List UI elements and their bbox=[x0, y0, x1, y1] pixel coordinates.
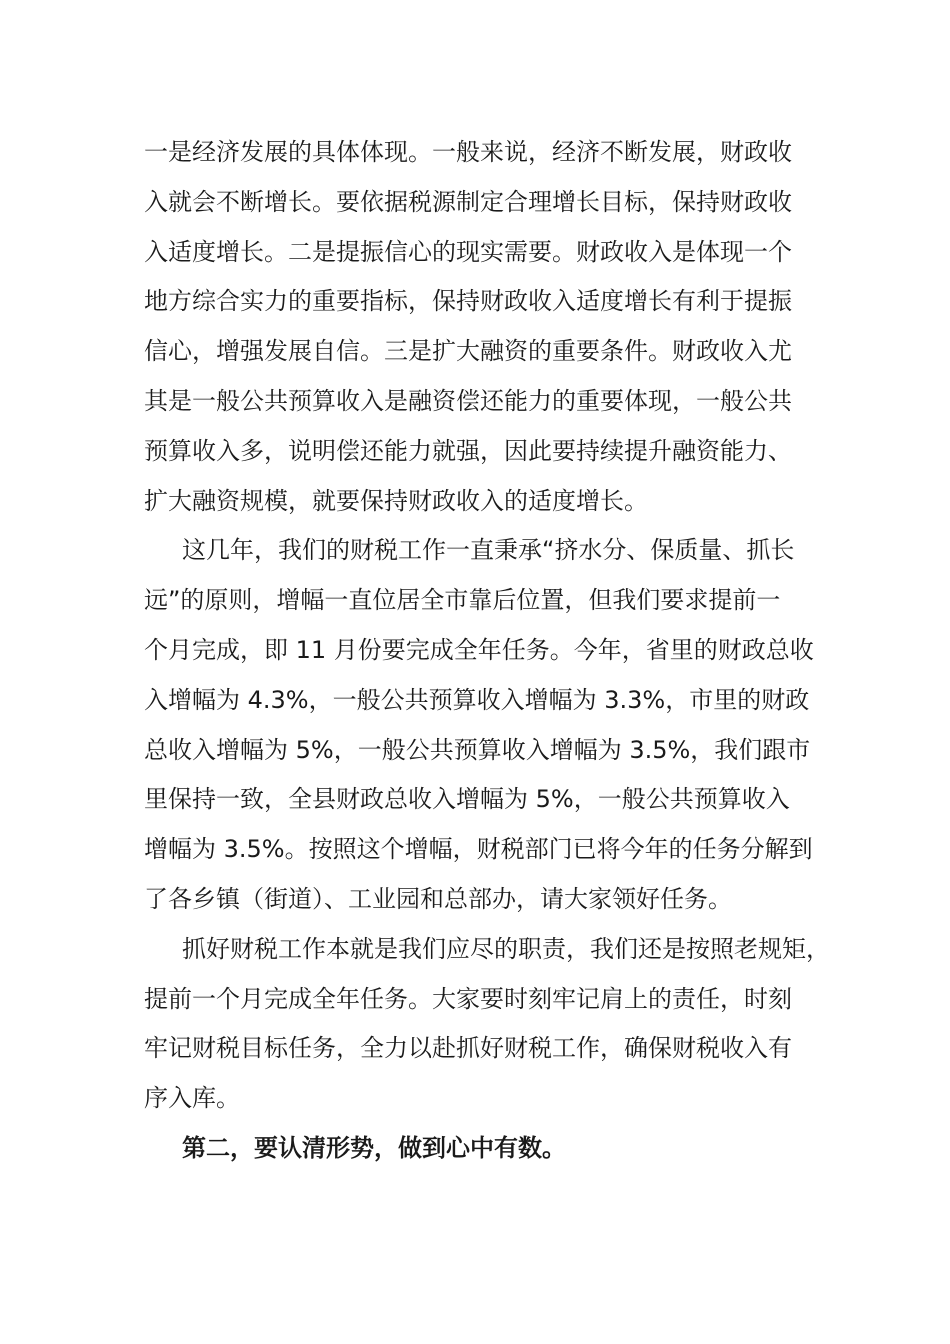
paragraph-line: 这几年，我们的财税工作一直秉承“挤水分、保质量、抓长 bbox=[182, 536, 795, 565]
paragraph-line: 入适度增长。二是提振信心的现实需要。财政收入是体现一个 bbox=[144, 237, 792, 266]
section-heading-block bbox=[144, 1124, 824, 1174]
paragraph-line: 增幅为 3.5%。按照这个增幅，财税部门已将今年的任务分解到 bbox=[144, 835, 813, 864]
paragraph-3 bbox=[144, 925, 830, 1124]
paragraph-2 bbox=[144, 526, 824, 924]
paragraph-line: 牢记财税目标任务，全力以赴抓好财税工作，确保财税收入有 bbox=[144, 1034, 792, 1063]
paragraph-1 bbox=[144, 128, 824, 526]
paragraph-line: 入就会不断增长。要依据税源制定合理增长目标，保持财政收 bbox=[144, 187, 792, 216]
paragraph-line: 地方综合实力的重要指标，保持财政收入适度增长有利于提振 bbox=[144, 287, 792, 316]
paragraph-line: 入增幅为 4.3%，一般公共预算收入增幅为 3.3%，市里的财政 bbox=[144, 685, 810, 714]
paragraph-line: 扩大融资规模，就要保持财政收入的适度增长。 bbox=[144, 486, 648, 515]
section-heading: 第二，要认清形势，做到心中有数。 bbox=[182, 1133, 566, 1162]
paragraph-line: 一是经济发展的具体体现。一般来说，经济不断发展，财政收 bbox=[144, 138, 792, 166]
document-body bbox=[144, 128, 830, 1174]
paragraph-line: 预算收入多，说明偿还能力就强，因此要持续提升融资能力、 bbox=[144, 436, 792, 465]
paragraph-line: 了各乡镇（街道）、工业园和总部办，请大家领好任务。 bbox=[144, 884, 732, 913]
paragraph-line: 总收入增幅为 5%，一般公共预算收入增幅为 3.5%，我们跟市 bbox=[144, 735, 811, 764]
paragraph-line: 远”的原则，增幅一直位居全市靠后位置，但我们要求提前一 bbox=[144, 586, 781, 615]
paragraph-line: 信心，增强发展自信。三是扩大融资的重要条件。财政收入尤 bbox=[144, 337, 792, 366]
paragraph-line: 其是一般公共预算收入是融资偿还能力的重要体现，一般公共 bbox=[144, 386, 792, 415]
paragraph-line: 个月完成，即 11 月份要完成全年任务。今年，省里的财政总收 bbox=[144, 635, 814, 664]
paragraph-line: 序入库。 bbox=[144, 1084, 240, 1113]
paragraph-line: 里保持一致，全县财政总收入增幅为 5%，一般公共预算收入 bbox=[144, 785, 790, 814]
paragraph-line: 提前一个月完成全年任务。大家要时刻牢记肩上的责任，时刻 bbox=[144, 984, 792, 1013]
paragraph-line: 抓好财税工作本就是我们应尽的职责，我们还是按照老规矩， bbox=[182, 934, 830, 963]
